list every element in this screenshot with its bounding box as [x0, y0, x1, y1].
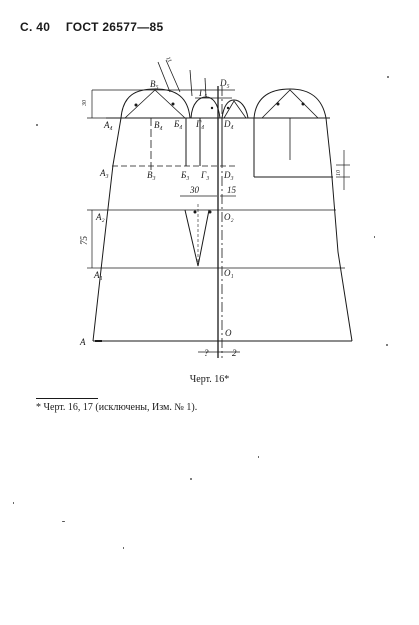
label-bb3: Б₃: [181, 170, 190, 180]
label-gg4: Г₄: [196, 119, 205, 129]
dim-11-text: 11: [164, 56, 173, 64]
star-3: [277, 103, 280, 106]
label-g5: Г₅: [199, 88, 208, 98]
arrow-top-3: [190, 70, 192, 96]
dim-30-text: 30: [190, 185, 199, 195]
speck: [386, 344, 388, 346]
label-b5: B₅: [150, 79, 159, 89]
v-dart: [185, 210, 209, 266]
label-a: A: [80, 337, 86, 347]
label-bb4: Б₄: [174, 119, 183, 129]
dim-q-text: ?: [204, 348, 209, 358]
page-number: С. 40: [20, 20, 51, 34]
speck: [387, 76, 389, 78]
speck: [36, 124, 38, 126]
speck: [123, 547, 124, 549]
star-7: [211, 107, 213, 109]
star-4: [302, 103, 305, 106]
star-6: [209, 211, 212, 214]
dim-15-text: 15: [227, 185, 236, 195]
arrow-top-2: [158, 62, 170, 92]
bump-4: [254, 89, 326, 118]
figure-caption: Черт. 16*: [189, 374, 230, 385]
label-o: O: [225, 328, 232, 338]
speck: [62, 521, 65, 522]
dart-4: [262, 90, 318, 118]
dim-75-text: 75: [79, 236, 89, 245]
bump-1: [121, 89, 190, 118]
label-gg3: Г₃: [201, 170, 210, 180]
label-b3: B₃: [147, 170, 156, 180]
standard-code: ГОСТ 26577—85: [65, 20, 164, 34]
label-o1: O₁: [224, 268, 234, 278]
dart-1: [125, 90, 185, 118]
label-a3: A₃: [100, 168, 109, 178]
dim-10-text: 10: [336, 170, 342, 176]
speck: [258, 456, 259, 458]
speck: [190, 478, 192, 480]
label-dd4: D₄: [224, 119, 234, 129]
outline-right: [326, 118, 352, 341]
speck: [374, 236, 375, 238]
label-b4: B₄: [154, 120, 163, 130]
footnote: * Черт. 16, 17 (исключены, Изм. № 1).: [36, 402, 198, 413]
label-dd3: D₃: [224, 170, 234, 180]
footnote-rule: [36, 398, 98, 399]
star-1: [135, 104, 138, 107]
label-a2: A₂: [96, 212, 105, 222]
dim-2-text: 2: [232, 348, 237, 358]
outline-left: [93, 118, 121, 341]
label-a1: A₁: [94, 270, 103, 280]
speck: [13, 502, 14, 504]
star-8: [227, 107, 229, 109]
label-a4: A₄: [104, 120, 113, 130]
star-5: [194, 211, 197, 214]
bump-2: [191, 97, 220, 118]
label-d5: D₅: [220, 78, 230, 88]
star-2: [172, 103, 175, 106]
dim-30-top-text: 30: [82, 100, 88, 106]
label-o2: O₂: [224, 212, 234, 222]
